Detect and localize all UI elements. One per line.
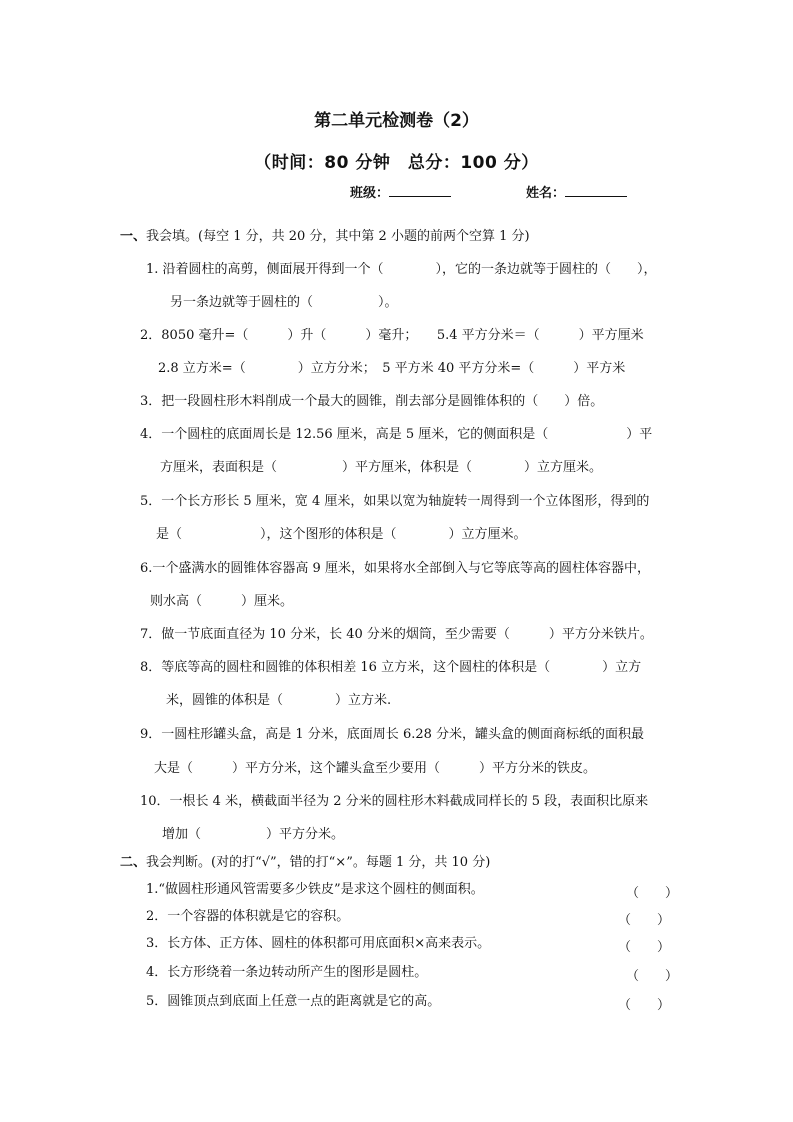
q1-line-1: 1. 沿着圆柱的高剪，侧面展开得到一个（ ），它的一条边就等于圆柱的（ ）， — [146, 262, 657, 277]
q2-line-2: 2.8 立方米=（ ）立方分米； 5 平方米 40 平方分米=（ ）平方米 — [158, 361, 626, 376]
page-title: 第二单元检测卷（2） — [314, 111, 479, 131]
judge-answer-2[interactable]: （ ） — [618, 913, 671, 928]
judge-answer-4[interactable]: （ ） — [626, 969, 679, 984]
judge-item-1: 1.“做圆柱形通风管需要多少铁皮”是求这个圆柱的侧面积。 — [146, 882, 484, 897]
class-field — [350, 182, 451, 201]
section-1-text: 我会填。(每空 1 分，共 20 分，其中第 2 小题的前两个空算 1 分) — [146, 229, 530, 244]
q5-line-2: 是（ ），这个图形的体积是（ ）立方厘米。 — [156, 527, 527, 542]
class-blank[interactable] — [389, 184, 451, 197]
q5-line-1: 5．一个长方形长 5 厘米，宽 4 厘米，如果以宽为轴旋转一周得到一个立体图形，得到的 — [140, 494, 650, 509]
judge-item-4: 4．长方形绕着一条边转动所产生的图形是圆柱。 — [146, 965, 428, 980]
q9-line-2: 大是（ ）平方分米，这个罐头盒至少要用（ ）平方分米的铁皮。 — [154, 761, 597, 776]
judge-item-5: 5．圆锥顶点到底面上任意一点的距离就是它的高。 — [146, 994, 441, 1009]
q8-line-1: 8．等底等高的圆柱和圆锥的体积相差 16 立方米，这个圆柱的体积是（ ）立方 — [140, 660, 642, 675]
name-label: 姓名： — [526, 186, 566, 201]
q1-line-2: 另一条边就等于圆柱的（ ）。 — [170, 295, 398, 310]
name-field — [526, 182, 627, 201]
q10-line-2: 增加（ ）平方分米。 — [162, 827, 345, 842]
name-blank[interactable] — [565, 184, 627, 197]
q9-line-1: 9．一圆柱形罐头盒，高是 1 分米，底面周长 6.28 分米，罐头盒的侧面商标纸的面积最 — [140, 727, 645, 742]
judge-answer-1[interactable]: （ ） — [626, 886, 679, 901]
judge-answer-5[interactable]: （ ） — [618, 998, 671, 1013]
q4-line-2: 方厘米，表面积是（ ）平方厘米，体积是（ ）立方厘米。 — [160, 460, 603, 475]
q10-line-1: 10．一根长 4 米，横截面半径为 2 分米的圆柱形木料截成同样长的 5 段，表面积比原来 — [140, 794, 649, 809]
q4-line-1: 4．一个圆柱的底面周长是 12.56 厘米，高是 5 厘米，它的侧面积是（ ）平 — [140, 427, 653, 442]
section-2-heading — [120, 855, 490, 871]
q8-line-2: 米，圆锥的体积是（ ）立方米. — [166, 693, 392, 708]
judge-item-3: 3．长方体、正方体、圆柱的体积都可用底面积×高来表示。 — [146, 936, 491, 951]
section-1-heading — [120, 229, 530, 245]
q7-line: 7．做一节底面直径为 10 分米，长 40 分米的烟筒，至少需要（ ）平方分米铁片。 — [140, 627, 653, 642]
q6-line-1: 6.一个盛满水的圆锥体容器高 9 厘米，如果将水全部倒入与它等底等高的圆柱体容器中， — [140, 561, 650, 576]
judge-answer-3[interactable]: （ ） — [618, 940, 671, 955]
judge-item-2: 2．一个容器的体积就是它的容积。 — [146, 909, 350, 924]
q6-line-2: 则水高（ ）厘米。 — [150, 594, 294, 609]
section-2-text: 我会判断。(对的打“√”，错的打“×”。每题 1 分，共 10 分) — [146, 855, 491, 870]
q3-line: 3．把一段圆柱形木料削成一个最大的圆锥，削去部分是圆锥体积的（ ）倍。 — [140, 394, 604, 409]
class-label: 班级： — [350, 186, 390, 201]
q2-line-1: 2．8050 毫升=（ ）升（ ）毫升； 5.4 平方分米＝（ ）平方厘米 — [140, 328, 644, 343]
exam-subtitle: （时间：80 分钟 总分：100 分） — [254, 153, 539, 173]
section-2-number: 二、 — [120, 855, 147, 870]
section-1-number: 一、 — [120, 229, 147, 244]
